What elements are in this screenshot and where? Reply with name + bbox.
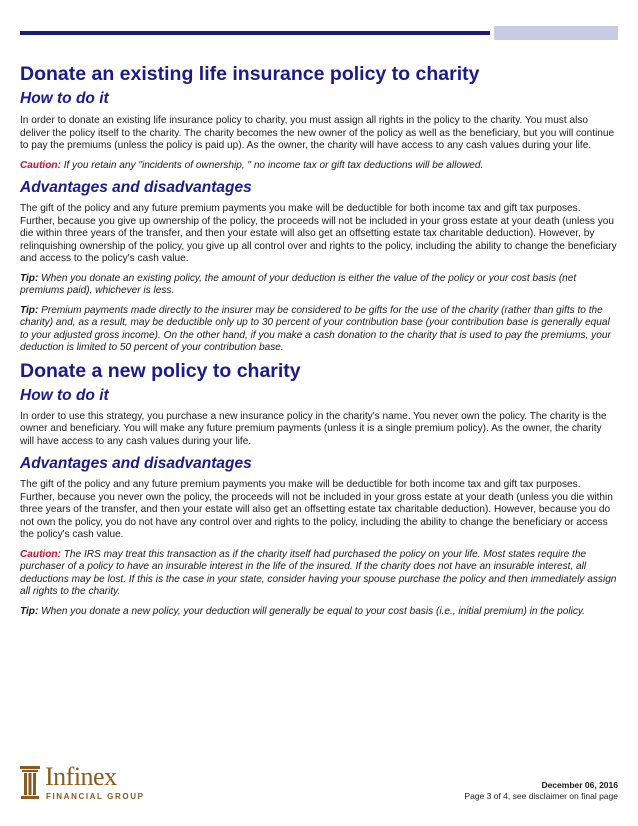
section2-how-text: In order to use this strategy, you purchase a new insurance policy in the charity's name. You never own the policy. The charity is the owner and beneficiary. You will make any future premium payments (unless it is a single premium policy). As the owner, the charity will have access to any cash values during your life.	[20, 410, 607, 447]
section1-adv-text: The gift of the policy and any future premium payments you make will be deductible for both income tax and gift tax purposes. Further, because you give up ownership of the policy, the proceeds will not be included in your gross estate at your death (unless you die within three years of the transfer, and then your estate will also get an offsetting estate tax charitable deduction). However, by relinquishing ownership of the policy, you give up all control over and rights to the policy, including the ability to change the beneficiary and access to the policy's cash value.	[20, 203, 617, 264]
tip-label: Tip:	[20, 304, 39, 316]
footer-date: December 06, 2016	[541, 780, 618, 790]
column-logo-icon	[19, 766, 41, 800]
section1-how-text: In order to donate an existing life insurance policy to charity, you must assign all rights in the policy to the charity. You must also deliver the policy itself to the charity. The charity becomes the new owner of the policy as well as the beneficiary, but you will continue to pay the premiums (unless the policy is paid up). As the owner, the charity will have access to any cash values during your life.	[20, 115, 615, 151]
footer-info	[464, 780, 618, 802]
section2-adv-text: The gift of the policy and any future premium payments you make will be deductible for both income tax and gift tax purposes. Further, because you never own the policy, the proceeds will not be included in your gross estate at your death (unless you die within three years of the transfer, and then your estate will also get an offsetting estate tax charitable deduction). However, because you do not own the policy, you do not have any control over and rights to the policy, including the ability to change the beneficiary or access the policy's cash value.	[20, 479, 613, 540]
page-content	[20, 62, 618, 618]
header-rule-light	[494, 26, 618, 40]
section1-adv-heading: Advantages and disadvantages	[20, 179, 252, 196]
section1-title: Donate an existing life insurance policy to charity	[20, 63, 480, 85]
caution-label: Caution:	[20, 548, 61, 560]
section2-caution	[20, 549, 618, 599]
section2-how-heading: How to do it	[20, 386, 109, 404]
logo-name: Infinex	[45, 762, 117, 791]
section1-tip-1	[20, 273, 618, 298]
section1-caution	[20, 160, 618, 173]
section2-title: Donate a new policy to charity	[20, 359, 301, 382]
section1-tip-2	[20, 305, 618, 355]
caution-text: If you retain any "incidents of ownership, " no income tax or gift tax deductions will be allowed.	[60, 159, 484, 171]
section2-adv-heading: Advantages and disadvantages	[20, 455, 252, 472]
section2-tip	[20, 606, 618, 619]
tip-text: When you donate an existing policy, the amount of your deduction is either the value of the policy or your cost basis (net premiums paid), whichever is less.	[20, 272, 577, 296]
tip-text: Premium payments made directly to the insurer may be considered to be gifts for the use of the charity (rather than gifts to the charity) and, as a result, may be deductible only up to 30 percent of your contribution base (your contribution base is generally equal to your adjusted gross income). On the other hand, if you make a cash donation to the charity that is used to pay the premiums, your deduction is limited to 50 percent of your contribution base.	[20, 304, 611, 353]
section1-how-heading: How to do it	[20, 90, 109, 107]
logo-subtitle: FINANCIAL GROUP	[46, 792, 145, 801]
header-rule-dark	[20, 31, 490, 35]
caution-label: Caution:	[20, 159, 61, 171]
footer-page-info: Page 3 of 4, see disclaimer on final page	[464, 791, 618, 801]
infinex-logo	[19, 764, 159, 804]
tip-text: When you donate a new policy, your deduction will generally be equal to your cost basis (i.e., initial premium) in the policy.	[38, 605, 585, 617]
tip-label: Tip:	[20, 272, 39, 284]
caution-text: The IRS may treat this transaction as if the charity itself had purchased the policy on your life. Most states require the purchaser of a policy to have an insurable interest in the life of the insured. If the charity does not have an insurable interest, all deductions may be lost. If this is the case in your state, consider having your spouse purchase the policy and then immediately assign all rights to the charity.	[20, 548, 617, 597]
tip-label: Tip:	[20, 605, 39, 617]
